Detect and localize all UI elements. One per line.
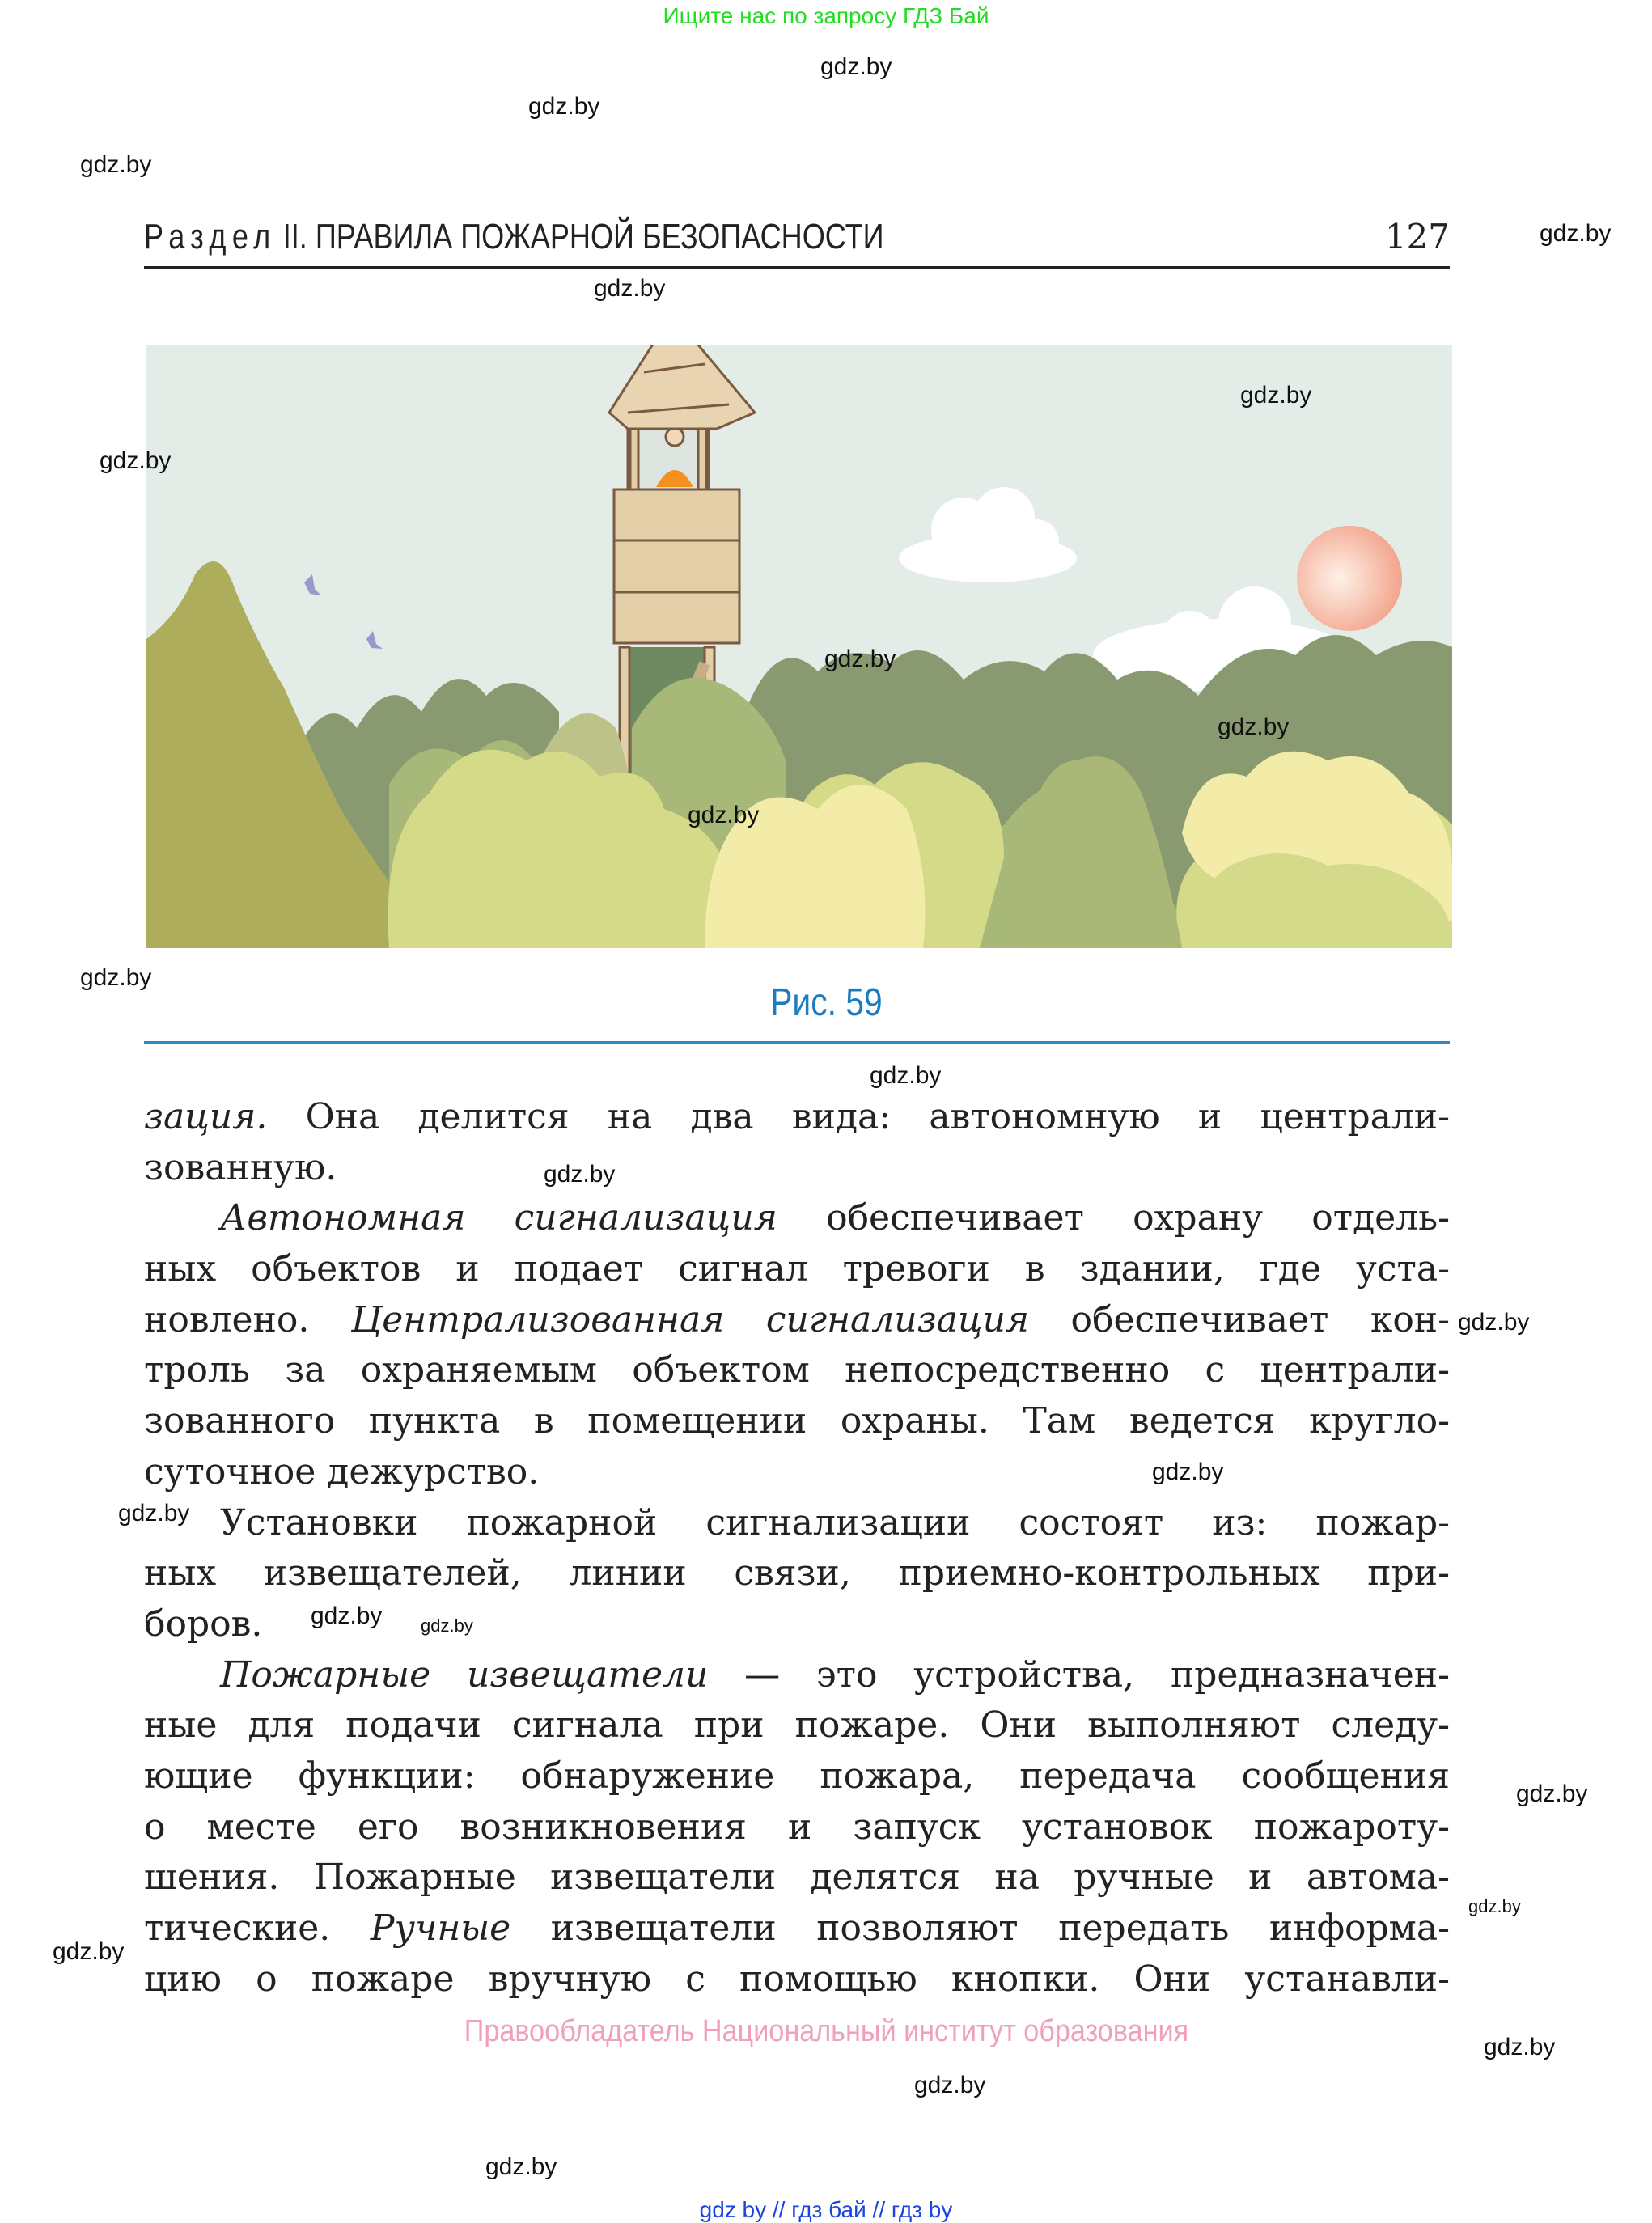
text-line	[144, 1193, 1450, 1244]
copyright-text: Правообладатель Национальный институт образования	[464, 2014, 1188, 2048]
text-line	[144, 1143, 1450, 1194]
italic-term: Централизованная сигнализация	[350, 1298, 1030, 1340]
caption-text: Рис. 59	[769, 981, 883, 1024]
watermark: gdz.by	[1516, 1781, 1588, 1807]
text-line	[144, 1092, 1450, 1143]
text-segment: цию о пожаре вручную с помощью кнопки. Они устанавли-	[144, 1958, 1450, 2000]
figure-caption	[0, 980, 1652, 1025]
copyright-note	[0, 2014, 1652, 2049]
text-line	[144, 1954, 1450, 2005]
italic-term: Автономная сигнализация	[220, 1197, 777, 1239]
watermark: gdz.by	[1240, 382, 1312, 409]
text-segment: ющие функции: обнаружение пожара, передача сообщения	[144, 1755, 1450, 1797]
watermark: gdz.by	[688, 802, 760, 828]
text-segment: зованного пункта в помещении охраны. Там ведется кругло-	[144, 1400, 1450, 1442]
section-title	[144, 217, 884, 257]
text-line	[144, 1244, 1450, 1295]
section-name: II. ПРАВИЛА ПОЖАРНОЙ БЕЗОПАСНОСТИ	[282, 217, 884, 256]
caption-divider	[144, 1041, 1450, 1044]
watermark: gdz.by	[80, 151, 152, 178]
watermark: gdz.by	[485, 2153, 557, 2180]
text-segment: шения. Пожарные извещатели делятся на ручные и автома-	[144, 1857, 1450, 1899]
section-word: Раздел	[144, 217, 277, 256]
text-line	[144, 1751, 1450, 1802]
watermark: gdz.by	[1468, 1896, 1521, 1916]
header-divider	[144, 266, 1450, 269]
text-segment: ные для подачи сигнала при пожаре. Они выполняют следу-	[144, 1704, 1450, 1747]
text-line	[144, 1548, 1450, 1599]
text-segment: боров.	[144, 1603, 263, 1645]
text-line	[144, 1650, 1450, 1701]
watermark: gdz.by	[528, 93, 600, 120]
watermark: gdz.by	[421, 1615, 473, 1636]
text-segment: ных извещателей, линии связи, приемно-контрольных при-	[144, 1552, 1450, 1594]
watermark: gdz.by	[100, 447, 172, 474]
watermark: gdz.by	[820, 53, 892, 80]
watermark: gdz.by	[80, 964, 152, 991]
text-line	[144, 1903, 1450, 1954]
italic-term: Пожарные извещатели	[220, 1653, 709, 1696]
top-banner: Ищите нас по запросу ГДЗ Бай	[663, 3, 989, 28]
text-line	[144, 1802, 1450, 1853]
text-segment: извещатели позволяют передать информа-	[510, 1908, 1451, 1949]
text-segment: зованную.	[144, 1146, 337, 1188]
text-segment: троль за охраняемым объектом непосредственно с централи-	[144, 1349, 1450, 1391]
watermark: gdz.by	[118, 1500, 190, 1526]
italic-term: Ручные	[370, 1908, 511, 1949]
text-segment: тические.	[144, 1908, 371, 1949]
text-segment: ных объектов и подает сигнал тревоги в здании, где уста-	[144, 1248, 1450, 1290]
watermark: gdz.by	[311, 1603, 383, 1629]
watermark: gdz.by	[824, 646, 896, 672]
watermark: gdz.by	[594, 275, 666, 302]
watermark: gdz.by	[1484, 2034, 1556, 2060]
text-segment: суточное дежурство.	[144, 1450, 540, 1493]
text-line	[144, 1447, 1450, 1498]
text-line	[144, 1498, 1450, 1549]
sun	[1297, 526, 1402, 631]
text-segment: Она делится на два вида: автономную и централи-	[267, 1096, 1450, 1137]
watermark: gdz.by	[870, 1062, 942, 1089]
watermark: gdz.by	[1540, 220, 1612, 247]
text-line	[144, 1852, 1450, 1903]
watermark: gdz.by	[53, 1938, 125, 1965]
watermark: gdz.by	[1458, 1309, 1530, 1336]
text-segment: новлено.	[144, 1298, 351, 1340]
text-segment: — это устройства, предназначен-	[708, 1653, 1451, 1696]
page-header	[144, 217, 1450, 265]
footer-links[interactable]: gdz by // гдз бай // гдз by	[699, 2197, 953, 2222]
italic-term: зация.	[144, 1096, 268, 1137]
text-segment: Установки пожарной сигнализации состоят из: пожар-	[220, 1501, 1450, 1543]
watermark: gdz.by	[1218, 713, 1290, 740]
text-line	[144, 1345, 1450, 1396]
text-line	[144, 1700, 1450, 1751]
text-segment: о месте его возникновения и запуск установок пожароту-	[144, 1806, 1450, 1848]
body-text	[144, 1092, 1450, 2005]
text-segment: обеспечивает кон-	[1029, 1298, 1450, 1340]
watermark: gdz.by	[544, 1161, 616, 1188]
text-line	[144, 1295, 1450, 1346]
watermark: gdz.by	[914, 2072, 986, 2098]
text-segment: обеспечивает охрану отдель-	[777, 1197, 1450, 1239]
page-number: 127	[1384, 217, 1450, 256]
watermark: gdz.by	[1152, 1459, 1224, 1485]
text-line	[144, 1396, 1450, 1447]
